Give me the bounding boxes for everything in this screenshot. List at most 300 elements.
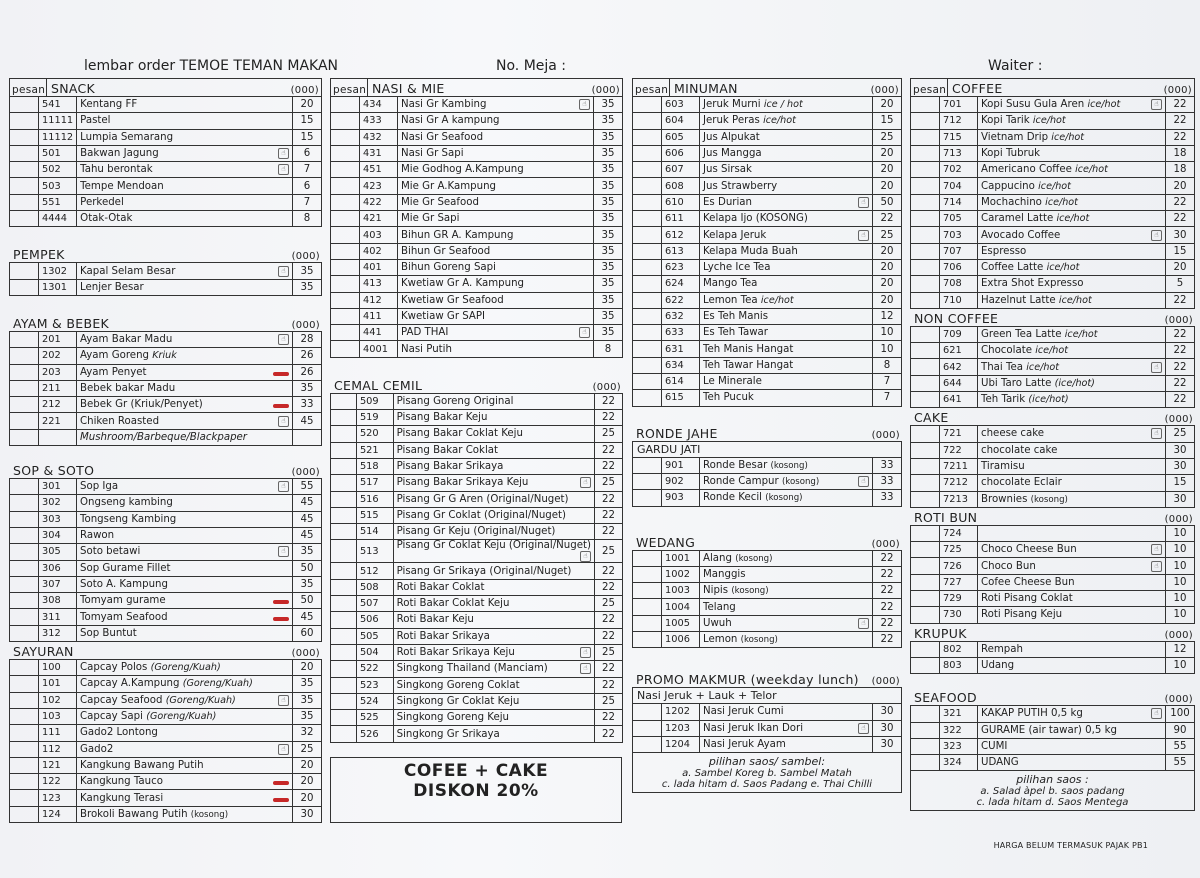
item-price: 35 <box>293 279 322 295</box>
menu-row[interactable] <box>10 380 322 396</box>
menu-row[interactable] <box>633 357 902 373</box>
qty-cell[interactable] <box>633 341 662 357</box>
qty-cell[interactable] <box>911 375 940 391</box>
menu-row[interactable] <box>633 736 902 752</box>
menu-row[interactable] <box>331 113 623 129</box>
menu-row[interactable] <box>331 442 623 458</box>
menu-row[interactable] <box>911 194 1195 210</box>
qty-cell[interactable] <box>633 473 662 489</box>
menu-row[interactable] <box>331 162 623 178</box>
menu-row[interactable] <box>331 693 623 709</box>
item-price: 7 <box>873 390 902 406</box>
menu-row[interactable] <box>911 574 1195 590</box>
qty-cell[interactable] <box>911 657 940 673</box>
menu-row[interactable] <box>911 442 1195 458</box>
qty-cell[interactable] <box>10 129 39 145</box>
qty-cell[interactable] <box>911 243 940 259</box>
menu-row[interactable] <box>10 279 322 295</box>
qty-cell[interactable] <box>633 736 662 752</box>
menu-row[interactable] <box>911 657 1195 673</box>
qty-cell[interactable] <box>911 607 940 623</box>
menu-row[interactable] <box>633 292 902 308</box>
qty-cell[interactable] <box>10 178 39 194</box>
menu-row[interactable] <box>633 720 902 736</box>
menu-row[interactable] <box>911 558 1195 574</box>
qty-cell[interactable] <box>10 495 39 511</box>
menu-row[interactable] <box>10 511 322 527</box>
menu-row[interactable] <box>633 308 902 324</box>
menu-row[interactable] <box>633 341 902 357</box>
menu-row[interactable] <box>10 790 322 806</box>
qty-cell[interactable] <box>331 97 360 113</box>
menu-row[interactable] <box>633 113 902 129</box>
qty-cell[interactable] <box>633 325 662 341</box>
menu-row[interactable] <box>331 393 623 409</box>
menu-row[interactable] <box>331 540 623 563</box>
menu-row[interactable] <box>10 211 322 227</box>
qty-cell[interactable] <box>633 550 662 566</box>
qty-cell[interactable] <box>911 162 940 178</box>
cemal-header <box>330 376 623 393</box>
qty-cell[interactable] <box>331 475 357 491</box>
qty-cell[interactable] <box>911 259 940 275</box>
menu-row[interactable] <box>633 178 902 194</box>
qty-cell[interactable] <box>10 194 39 210</box>
qty-cell[interactable] <box>633 615 662 631</box>
qty-cell[interactable] <box>911 292 940 308</box>
menu-row[interactable] <box>10 544 322 560</box>
qty-cell[interactable] <box>911 426 940 442</box>
menu-row[interactable] <box>10 413 322 429</box>
qty-cell[interactable] <box>331 644 357 660</box>
menu-row[interactable] <box>911 475 1195 491</box>
qty-cell[interactable] <box>331 426 357 442</box>
item-price: 22 <box>594 442 622 458</box>
qty-cell[interactable] <box>10 511 39 527</box>
qty-cell[interactable] <box>331 612 357 628</box>
noncoffee-section <box>910 309 1195 408</box>
qty-cell[interactable] <box>10 113 39 129</box>
qty-cell[interactable] <box>10 211 39 227</box>
qty-cell[interactable] <box>633 97 662 113</box>
qty-cell[interactable] <box>10 380 39 396</box>
item-price: 35 <box>594 97 623 113</box>
menu-row[interactable] <box>633 599 902 615</box>
qty-cell[interactable] <box>633 308 662 324</box>
qty-cell[interactable] <box>10 331 39 347</box>
menu-row[interactable] <box>911 525 1195 541</box>
menu-row[interactable] <box>633 243 902 259</box>
menu-row[interactable] <box>911 607 1195 623</box>
menu-row[interactable] <box>911 243 1195 259</box>
qty-cell[interactable] <box>633 583 662 599</box>
qty-cell[interactable] <box>331 194 360 210</box>
qty-cell[interactable] <box>331 145 360 161</box>
menu-row[interactable] <box>911 392 1195 408</box>
qty-cell[interactable] <box>10 593 39 609</box>
item-name: Roti Pisang Coklat <box>981 593 1073 605</box>
menu-row[interactable] <box>911 458 1195 474</box>
menu-row[interactable] <box>331 308 623 324</box>
menu-row[interactable] <box>10 593 322 609</box>
qty-cell[interactable] <box>331 410 357 426</box>
menu-row[interactable] <box>633 276 902 292</box>
menu-row[interactable] <box>10 194 322 210</box>
item-name: Ronde Campur <box>703 476 779 488</box>
qty-cell[interactable] <box>10 757 39 773</box>
qty-cell[interactable] <box>10 527 39 543</box>
menu-row[interactable] <box>331 325 623 341</box>
menu-row[interactable] <box>10 178 322 194</box>
menu-row[interactable] <box>10 263 322 279</box>
menu-row[interactable] <box>331 341 623 357</box>
qty-cell[interactable] <box>10 397 39 413</box>
menu-row[interactable] <box>331 410 623 426</box>
menu-row[interactable] <box>331 644 623 660</box>
qty-cell[interactable] <box>633 194 662 210</box>
qty-cell[interactable] <box>10 162 39 178</box>
menu-row[interactable] <box>633 490 902 506</box>
menu-row[interactable] <box>10 609 322 625</box>
qty-cell[interactable] <box>331 259 360 275</box>
menu-row[interactable] <box>633 194 902 210</box>
qty-cell[interactable] <box>911 343 940 359</box>
qty-cell[interactable] <box>10 576 39 592</box>
qty-cell[interactable] <box>633 276 662 292</box>
qty-cell[interactable] <box>911 359 940 375</box>
qty-cell[interactable] <box>331 292 360 308</box>
menu-row[interactable] <box>633 227 902 243</box>
unit-label: (000) <box>1163 85 1192 96</box>
menu-row[interactable] <box>911 359 1195 375</box>
menu-row[interactable] <box>911 292 1195 308</box>
menu-row[interactable] <box>633 374 902 390</box>
qty-cell[interactable] <box>331 524 357 540</box>
qty-cell[interactable] <box>331 442 357 458</box>
qty-cell[interactable] <box>911 558 940 574</box>
menu-row[interactable] <box>331 243 623 259</box>
menu-row[interactable] <box>911 375 1195 391</box>
qty-cell[interactable] <box>331 393 357 409</box>
qty-cell[interactable] <box>10 625 39 641</box>
menu-row[interactable] <box>10 625 322 641</box>
qty-cell[interactable] <box>911 211 940 227</box>
qty-cell[interactable] <box>331 178 360 194</box>
menu-row[interactable] <box>331 677 623 693</box>
menu-row[interactable] <box>633 550 902 566</box>
menu-row[interactable] <box>633 615 902 631</box>
qty-cell[interactable] <box>10 741 39 757</box>
qty-cell[interactable] <box>331 693 357 709</box>
qty-cell[interactable] <box>10 145 39 161</box>
menu-row[interactable] <box>911 178 1195 194</box>
menu-row[interactable] <box>331 491 623 507</box>
menu-row[interactable] <box>331 507 623 523</box>
qty-cell[interactable] <box>633 145 662 161</box>
menu-row[interactable] <box>331 475 623 491</box>
qty-cell[interactable] <box>633 490 662 506</box>
qty-cell[interactable] <box>10 364 39 380</box>
qty-cell[interactable] <box>911 326 940 342</box>
menu-row[interactable] <box>911 97 1195 113</box>
menu-row[interactable] <box>10 331 322 347</box>
qty-cell[interactable] <box>911 113 940 129</box>
menu-row[interactable] <box>331 524 623 540</box>
menu-row[interactable] <box>633 704 902 720</box>
menu-row[interactable] <box>331 97 623 113</box>
qty-cell[interactable] <box>10 429 39 445</box>
menu-row[interactable] <box>911 491 1195 507</box>
menu-row[interactable] <box>331 726 623 742</box>
qty-cell[interactable] <box>331 113 360 129</box>
menu-row[interactable] <box>911 113 1195 129</box>
qty-cell[interactable] <box>911 178 940 194</box>
qty-cell[interactable] <box>911 194 940 210</box>
menu-row[interactable] <box>10 129 322 145</box>
menu-row[interactable] <box>633 457 902 473</box>
qty-cell[interactable] <box>633 211 662 227</box>
qty-cell[interactable] <box>911 491 940 507</box>
qty-cell[interactable] <box>911 475 940 491</box>
menu-row[interactable] <box>331 661 623 677</box>
menu-row[interactable] <box>10 479 322 495</box>
qty-cell[interactable] <box>10 263 39 279</box>
qty-cell[interactable] <box>911 525 940 541</box>
qty-cell[interactable] <box>331 677 357 693</box>
menu-row[interactable] <box>911 129 1195 145</box>
menu-row[interactable] <box>633 325 902 341</box>
menu-row[interactable] <box>331 211 623 227</box>
qty-cell[interactable] <box>331 726 357 742</box>
menu-row[interactable] <box>10 364 322 380</box>
qty-cell[interactable] <box>331 491 357 507</box>
menu-row[interactable] <box>911 706 1195 722</box>
qty-cell[interactable] <box>331 628 357 644</box>
menu-row[interactable] <box>911 343 1195 359</box>
menu-row[interactable] <box>633 129 902 145</box>
menu-row[interactable] <box>911 755 1195 771</box>
qty-cell[interactable] <box>911 738 940 754</box>
menu-row[interactable] <box>633 211 902 227</box>
menu-row[interactable] <box>331 563 623 579</box>
menu-row[interactable] <box>911 738 1195 754</box>
qty-cell[interactable] <box>633 129 662 145</box>
item-name-cell <box>77 380 293 396</box>
menu-row[interactable] <box>911 542 1195 558</box>
qty-cell[interactable] <box>633 632 662 648</box>
qty-cell[interactable] <box>633 227 662 243</box>
qty-cell[interactable] <box>331 129 360 145</box>
qty-cell[interactable] <box>331 243 360 259</box>
menu-row[interactable] <box>10 774 322 790</box>
qty-cell[interactable] <box>331 579 357 595</box>
qty-cell[interactable] <box>10 479 39 495</box>
qty-cell[interactable] <box>331 308 360 324</box>
qty-cell[interactable] <box>633 599 662 615</box>
item-name: Pisang Gr G Aren (Original/Nuget) <box>396 493 569 505</box>
menu-row[interactable] <box>10 757 322 773</box>
qty-cell[interactable] <box>911 722 940 738</box>
qty-cell[interactable] <box>10 725 39 741</box>
qty-cell[interactable] <box>911 641 940 657</box>
item-price: 20 <box>293 790 322 806</box>
item-code: 709 <box>940 326 978 342</box>
menu-row[interactable] <box>633 583 902 599</box>
qty-cell[interactable] <box>633 178 662 194</box>
menu-row[interactable] <box>331 628 623 644</box>
qty-cell[interactable] <box>331 458 357 474</box>
qty-cell[interactable] <box>10 708 39 724</box>
qty-cell[interactable] <box>911 97 940 113</box>
menu-row[interactable] <box>10 806 322 822</box>
menu-row[interactable] <box>911 326 1195 342</box>
menu-row[interactable] <box>10 725 322 741</box>
menu-row[interactable] <box>911 276 1195 292</box>
menu-row[interactable] <box>10 145 322 161</box>
qty-cell[interactable] <box>10 413 39 429</box>
menu-row[interactable] <box>911 591 1195 607</box>
menu-row[interactable] <box>10 348 322 364</box>
promo-header <box>632 670 902 687</box>
menu-row[interactable] <box>911 211 1195 227</box>
qty-cell[interactable] <box>911 392 940 408</box>
qty-cell[interactable] <box>633 259 662 275</box>
thumbs-up-icon: ☝ <box>580 477 591 488</box>
menu-row[interactable] <box>10 741 322 757</box>
menu-row[interactable] <box>911 722 1195 738</box>
menu-row[interactable] <box>331 579 623 595</box>
qty-cell[interactable] <box>633 390 662 406</box>
qty-cell[interactable] <box>911 706 940 722</box>
menu-row[interactable] <box>331 178 623 194</box>
qty-cell[interactable] <box>911 591 940 607</box>
qty-cell[interactable] <box>10 560 39 576</box>
menu-row[interactable] <box>10 660 322 676</box>
menu-row[interactable] <box>911 426 1195 442</box>
menu-row[interactable] <box>911 145 1195 161</box>
qty-cell[interactable] <box>911 542 940 558</box>
qty-cell[interactable] <box>633 566 662 582</box>
menu-row[interactable] <box>331 292 623 308</box>
menu-row[interactable] <box>633 566 902 582</box>
menu-row[interactable] <box>331 276 623 292</box>
qty-cell[interactable] <box>911 145 940 161</box>
qty-cell[interactable] <box>331 710 357 726</box>
qty-cell[interactable] <box>633 720 662 736</box>
menu-row[interactable] <box>633 97 902 113</box>
qty-cell[interactable] <box>911 755 940 771</box>
qty-cell[interactable] <box>331 162 360 178</box>
qty-cell[interactable] <box>633 704 662 720</box>
qty-cell[interactable] <box>331 276 360 292</box>
menu-row[interactable] <box>10 495 322 511</box>
menu-row[interactable] <box>10 527 322 543</box>
qty-cell[interactable] <box>911 442 940 458</box>
menu-row[interactable] <box>331 259 623 275</box>
qty-cell[interactable] <box>911 129 940 145</box>
menu-row[interactable] <box>10 708 322 724</box>
menu-row[interactable] <box>331 596 623 612</box>
qty-cell[interactable] <box>911 276 940 292</box>
menu-row[interactable] <box>10 560 322 576</box>
qty-cell[interactable] <box>10 692 39 708</box>
qty-cell[interactable] <box>633 374 662 390</box>
menu-row[interactable] <box>331 129 623 145</box>
qty-cell[interactable] <box>633 243 662 259</box>
menu-row[interactable] <box>633 473 902 489</box>
item-name: Chiken Roasted <box>80 415 160 427</box>
menu-row[interactable] <box>331 458 623 474</box>
qty-cell[interactable] <box>331 563 357 579</box>
qty-cell[interactable] <box>633 162 662 178</box>
menu-row[interactable] <box>331 612 623 628</box>
menu-row[interactable] <box>331 710 623 726</box>
menu-row[interactable] <box>10 162 322 178</box>
qty-cell[interactable] <box>10 676 39 692</box>
menu-row[interactable] <box>10 576 322 592</box>
item-price: 25 <box>293 741 322 757</box>
menu-row[interactable] <box>10 397 322 413</box>
menu-row[interactable] <box>10 113 322 129</box>
menu-row[interactable] <box>911 162 1195 178</box>
qty-cell[interactable] <box>10 790 39 806</box>
qty-cell[interactable] <box>331 596 357 612</box>
item-name: GURAME (air tawar) 0,5 kg <box>981 724 1117 736</box>
qty-cell[interactable] <box>331 507 357 523</box>
menu-row[interactable] <box>911 259 1195 275</box>
menu-row[interactable] <box>331 145 623 161</box>
qty-cell[interactable] <box>633 357 662 373</box>
item-name-cell <box>700 178 873 194</box>
qty-cell[interactable] <box>331 211 360 227</box>
menu-row[interactable] <box>331 227 623 243</box>
menu-row[interactable] <box>10 429 322 445</box>
menu-row[interactable] <box>633 390 902 406</box>
qty-cell[interactable] <box>633 292 662 308</box>
item-name-cell <box>978 475 1166 491</box>
qty-cell[interactable] <box>331 227 360 243</box>
qty-cell[interactable] <box>10 348 39 364</box>
qty-cell[interactable] <box>10 660 39 676</box>
qty-cell[interactable] <box>331 341 360 357</box>
qty-cell[interactable] <box>10 279 39 295</box>
menu-row[interactable] <box>911 227 1195 243</box>
qty-cell[interactable] <box>10 544 39 560</box>
qty-cell[interactable] <box>10 609 39 625</box>
qty-cell[interactable] <box>331 325 360 341</box>
qty-cell[interactable] <box>331 540 357 563</box>
menu-row[interactable] <box>10 676 322 692</box>
qty-cell[interactable] <box>911 227 940 243</box>
menu-row[interactable] <box>10 97 322 113</box>
qty-cell[interactable] <box>911 458 940 474</box>
qty-cell[interactable] <box>633 113 662 129</box>
qty-cell[interactable] <box>10 97 39 113</box>
menu-row[interactable] <box>633 162 902 178</box>
menu-row[interactable] <box>331 426 623 442</box>
menu-row[interactable] <box>633 145 902 161</box>
qty-cell[interactable] <box>911 574 940 590</box>
qty-cell[interactable] <box>10 806 39 822</box>
qty-cell[interactable] <box>331 661 357 677</box>
menu-row[interactable] <box>633 259 902 275</box>
menu-row[interactable] <box>911 641 1195 657</box>
qty-cell[interactable] <box>10 774 39 790</box>
menu-row[interactable] <box>331 194 623 210</box>
qty-cell[interactable] <box>633 457 662 473</box>
menu-row[interactable] <box>10 692 322 708</box>
menu-row[interactable] <box>633 632 902 648</box>
